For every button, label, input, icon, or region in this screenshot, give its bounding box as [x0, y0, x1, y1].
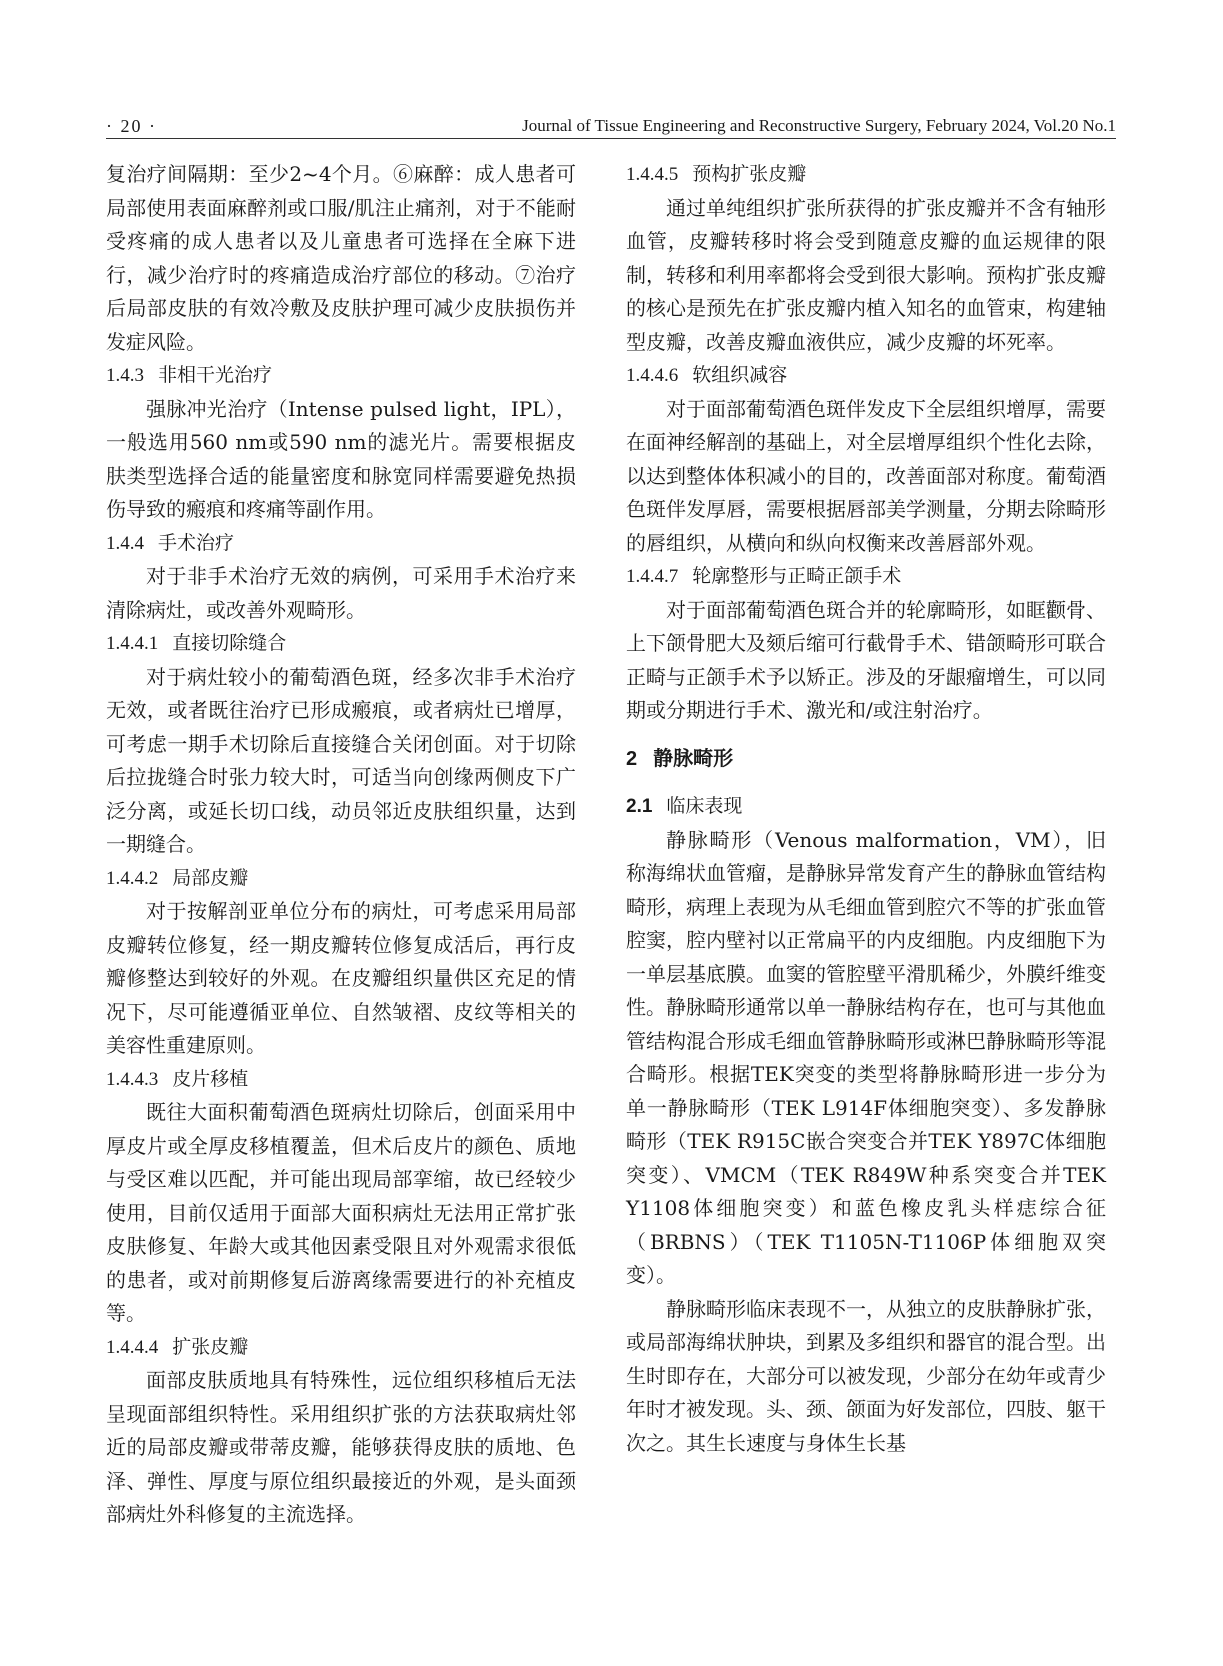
section-number: 1.4.4.1 [106, 633, 159, 654]
header-rule [106, 138, 1116, 139]
paragraph: 静脉畸形临床表现不一，从独立的皮肤静脉扩张，或局部海绵状肿块，到累及多组织和器官的混合型。出生时即存在，大部分可以被发现，少部分在幼年或青少年时才被发现。头、颈、颌面为好发部位，四肢、躯干次之。其生长速度与身体生长基 [626, 1296, 1106, 1455]
section-number: 1.4.4 [106, 532, 144, 554]
section-title: 局部皮瓣 [172, 866, 249, 889]
paragraph: 对于非手术治疗无效的病例，可采用手术治疗来清除病灶，或改善外观畸形。 [106, 564, 576, 622]
paragraph: 静脉畸形（Venous malformation，VM），旧称海绵状血管瘤，是静脉异常发育产生的静脉血管结构畸形，病理上表现为从毛细血管到腔穴不等的扩张血管腔窦，腔内壁衬以正常扁平的内皮细胞。内皮细胞下为一单层基底膜。血窦的管腔壁平滑肌稀少，外膜纤维变性。静脉畸形通常以单一静脉结构存在，也可与其他血管结构混合形成毛细血管静脉畸形或淋巴静脉畸形等混合畸形。根据TEK突变的类型将静脉畸形进一步分为单一静脉畸形（TEK L914F体细胞突变）、多发静脉畸形（TEK R915C嵌合突变合并TEK Y897C体细胞突变）、VMCM（TEK R849W种系突变合并TEK Y1108体细胞突变）和蓝色橡皮乳头样痣综合征（BRBNS）（TEK T1105N-T1106P体细胞双突变）。 [626, 827, 1106, 1287]
section-number: 1.4.3 [106, 365, 144, 386]
paragraph: 通过单纯组织扩张所获得的扩张皮瓣并不含有轴形血管，皮瓣转移时将会受到随意皮瓣的血运规律的限制，转移和利用率都将会受到很大影响。预构扩张皮瓣的核心是预先在扩张皮瓣内植入知名的血管束，构建轴型皮瓣，改善皮瓣血液供应，减少皮瓣的坏死率。 [626, 195, 1106, 354]
left-column [106, 158, 576, 1532]
section-heading-1-4-4-3 [106, 1063, 576, 1097]
section-title: 手术治疗 [158, 531, 235, 554]
section-heading-2-1 [626, 790, 1106, 824]
paragraph: 强脉冲光治疗（Intense pulsed light，IPL），一般选用560 nm或590 nm的滤光片。需要根据皮肤类型选择合适的能量密度和脉宽同样需要避免热损伤导致的瘢痕和疼痛等副作用。 [106, 396, 576, 521]
paragraph: 对于面部葡萄酒色斑伴发皮下全层组织增厚，需要在面神经解剖的基础上，对全层增厚组织个性化去除，以达到整体体积减小的目的，改善面部对称度。葡萄酒色斑伴发厚唇，需要根据唇部美学测量，分期去除畸形的唇组织，从横向和纵向权衡来改善唇部外观。 [626, 396, 1106, 555]
section-heading-1-4-4-1 [106, 627, 576, 661]
paragraph: 复治疗间隔期：至少2~4个月。⑥麻醉：成人患者可局部使用表面麻醉剂或口服/肌注止痛剂，对于不能耐受疼痛的成人患者以及儿童患者可选择在全麻下进行，减少治疗时的疼痛造成治疗部位的移动。⑦治疗后局部皮肤的有效冷敷及皮肤护理可减少皮肤损伤并发症风险。 [106, 162, 576, 354]
section-number: 1.4.4.7 [626, 566, 679, 587]
section-heading-2 [626, 742, 1106, 777]
section-heading-1-4-4-2 [106, 862, 576, 896]
section-number: 2 [626, 747, 638, 770]
section-title: 轮廓整形与正畸正颌手术 [692, 565, 902, 587]
paragraph: 既往大面积葡萄酒色斑病灶切除后，创面采用中厚皮片或全厚皮移植覆盖，但术后皮片的颜色、质地与受区难以匹配，并可能出现局部挛缩，故已经较少使用，目前仅适用于面部大面积病灶无法用正常扩张皮肤修复、年龄大或其他因素受限且对外观需求很低的患者，或对前期修复后游离缘需要进行的补充植皮等。 [106, 1100, 576, 1325]
section-title: 临床表现 [666, 795, 743, 817]
section-title: 预构扩张皮瓣 [692, 163, 807, 185]
section-heading-1-4-3 [106, 359, 576, 393]
section-heading-1-4-4 [106, 527, 576, 561]
paragraph: 面部皮肤质地具有特殊性，远位组织移植后无法呈现面部组织特性。采用组织扩张的方法获取病灶邻近的局部皮瓣或带蒂皮瓣，能够获得皮肤的质地、色泽、弹性、厚度与原位组织最接近的外观，是头面颈部病灶外科修复的主流选择。 [106, 1368, 576, 1526]
section-heading-1-4-4-5 [626, 158, 1106, 192]
section-title: 扩张皮瓣 [172, 1335, 249, 1358]
section-title: 非相干光治疗 [158, 364, 273, 386]
section-title: 皮片移植 [172, 1067, 249, 1090]
journal-citation: Journal of Tissue Engineering and Reconstructive Surgery, February 2024, Vol.20 No.1 [522, 116, 1116, 135]
right-column [626, 158, 1106, 1460]
section-number: 1.4.4.4 [106, 1336, 159, 1358]
section-number: 1.4.4.6 [626, 365, 679, 386]
section-number: 2.1 [626, 796, 653, 817]
paragraph: 对于按解剖亚单位分布的病灶，可考虑采用局部皮瓣转位修复，经一期皮瓣转位修复成活后，再行皮瓣修整达到较好的外观。在皮瓣组织量供区充足的情况下，尽可能遵循亚单位、自然皱褶、皮纹等相关的美容性重建原则。 [106, 899, 576, 1057]
section-number: 1.4.4.3 [106, 1068, 159, 1090]
section-title: 软组织减容 [692, 364, 788, 386]
section-number: 1.4.4.2 [106, 867, 159, 889]
paragraph: 对于面部葡萄酒色斑合并的轮廓畸形，如眶颧骨、上下颌骨肥大及颏后缩可行截骨手术、错颌畸形可联合正畸与正颌手术予以矫正。涉及的牙龈瘤增生，可以同期或分期进行手术、激光和/或注射治疗。 [626, 597, 1106, 722]
section-heading-1-4-4-6 [626, 359, 1106, 393]
page-number: · 20 · [106, 116, 157, 136]
section-title: 静脉畸形 [653, 745, 734, 770]
section-title: 直接切除缝合 [172, 632, 287, 654]
section-heading-1-4-4-7 [626, 560, 1106, 594]
section-number: 1.4.4.5 [626, 164, 679, 185]
paragraph: 对于病灶较小的葡萄酒色斑，经多次非手术治疗无效，或者既往治疗已形成瘢痕，或者病灶已增厚，可考虑一期手术切除后直接缝合关闭创面。对于切除后拉拢缝合时张力较大时，可适当向创缘两侧皮下广泛分离，或延长切口线，动员邻近皮肤组织量，达到一期缝合。 [106, 664, 576, 856]
section-heading-1-4-4-4 [106, 1331, 576, 1365]
